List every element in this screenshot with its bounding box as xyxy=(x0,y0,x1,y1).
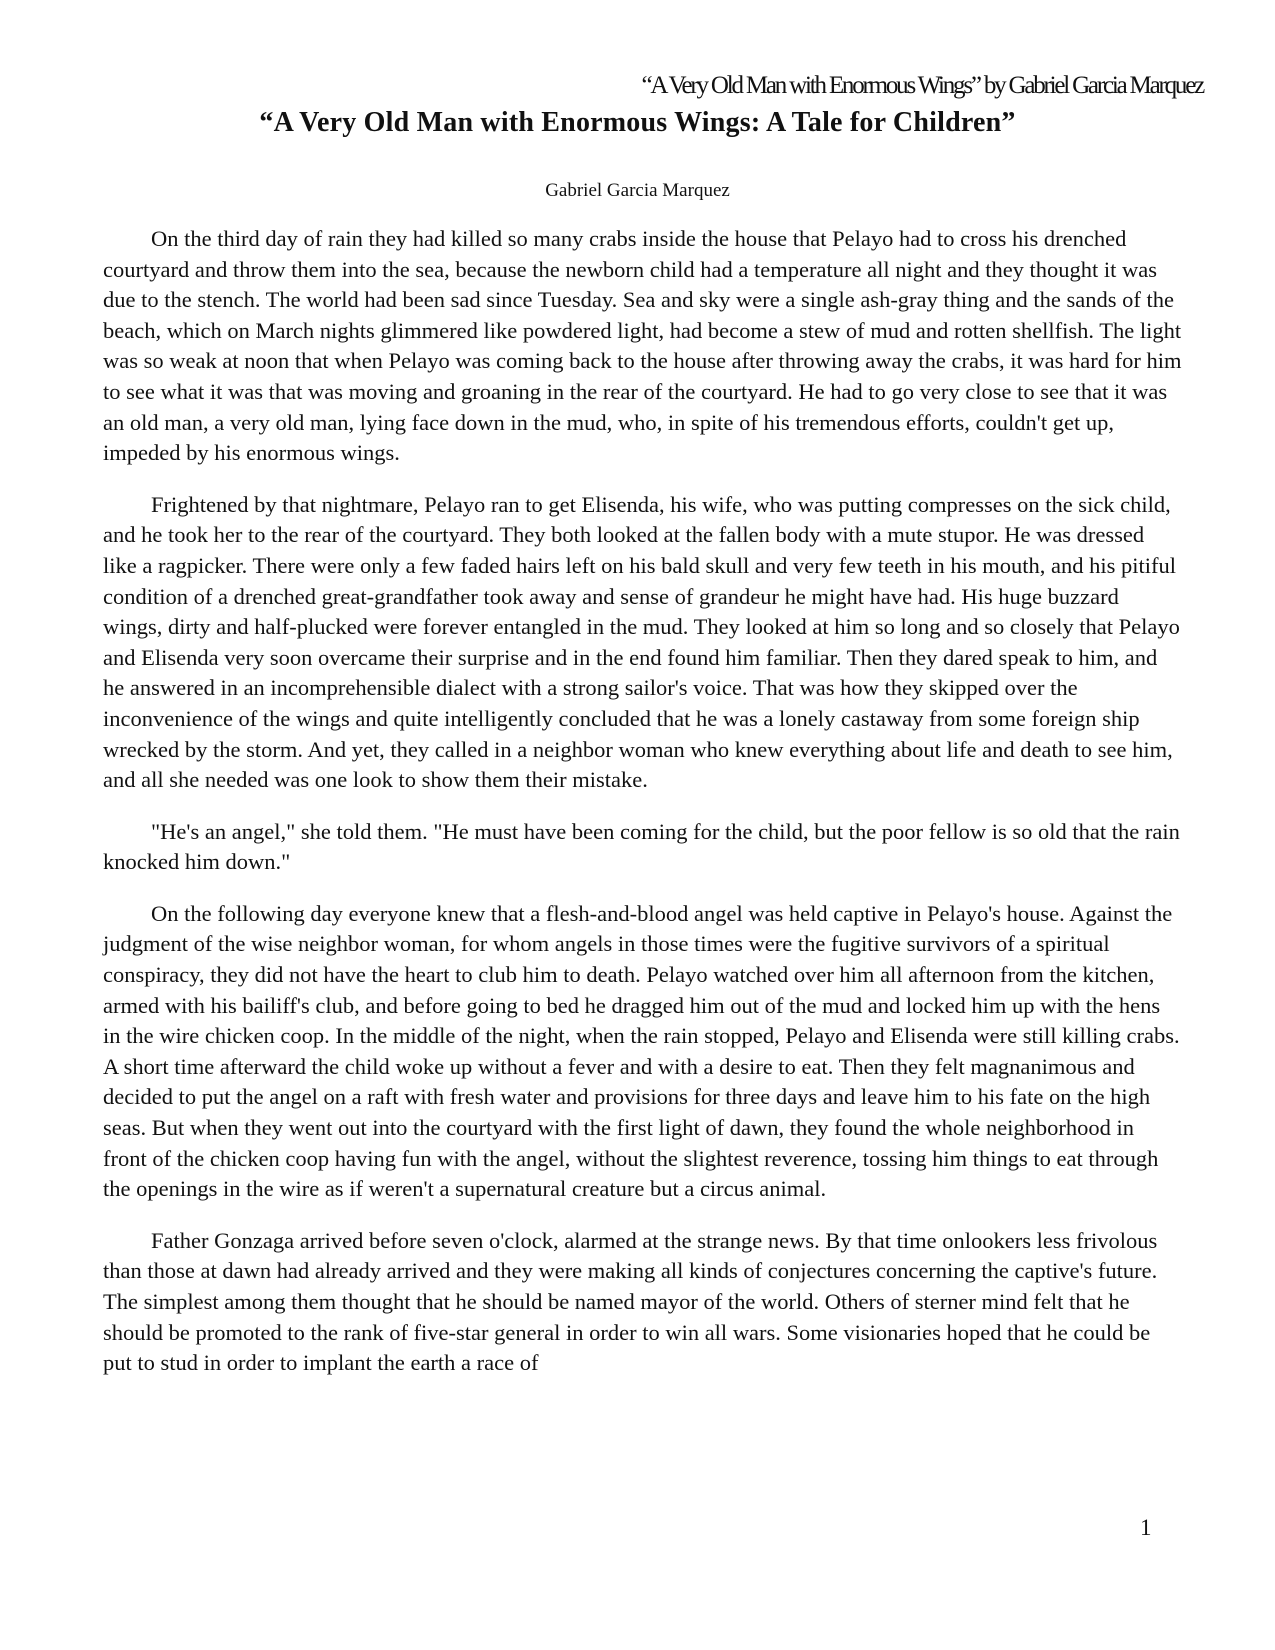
paragraph-2: Frightened by that nightmare, Pelayo ran to get Elisenda, his wife, who was putting compresses on the sick child, and he took her to the rear of the courtyard. They both looked at the fallen body with a mute stupor. He was dressed like a ragpicker. There were only a few faded hairs left on his bald skull and very few teeth in his mouth, and his pitiful condition of a drenched great-grandfather took away and sense of grandeur he might have had. His huge buzzard wings, dirty and half-plucked were forever entangled in the mud. They looked at him so long and so closely that Pelayo and Elisenda very soon overcame their surprise and in the end found him familiar. Then they dared speak to him, and he answered in an incomprehensible dialect with a strong sailor's voice. That was how they skipped over the inconvenience of the wings and quite intelligently concluded that he was a lonely castaway from some foreign ship wrecked by the storm. And yet, they called in a neighbor woman who knew everything about life and death to see him, and all she needed was one look to show them their mistake. xyxy=(103,491,1180,793)
page-number: 1 xyxy=(1140,1515,1152,1540)
paragraph-3: "He's an angel," she told them. "He must have been coming for the child, but the poor fellow is so old that the rain knocked him down." xyxy=(103,818,1180,875)
author-name: Gabriel Garcia Marquez xyxy=(545,180,730,201)
paragraph-5: Father Gonzaga arrived before seven o'clock, alarmed at the strange news. By that time onlookers less frivolous than those at dawn had already arrived and they were making all kinds of conjectures concerning the captive's future. The simplest among them thought that he should be named mayor of the world. Others of sterner mind felt that he should be promoted to the rank of five-star general in order to win all wars. Some visionaries hoped that he could be put to stud in order to implant the earth a race of xyxy=(103,1227,1158,1376)
running-header: “A Very Old Man with Enormous Wings” by Gabriel Garcia Marquez xyxy=(641,72,1203,99)
paragraph-1: On the third day of rain they had killed so many crabs inside the house that Pelayo had to cross his drenched courtyard and throw them into the sea, because the newborn child had a temperature all night and they thought it was due to the stench. The world had been sad since Tuesday. Sea and sky were a single ash-gray thing and the sands of the beach, which on March nights glimmered like powdered light, had become a stew of mud and rotten shellfish. The light was so weak at noon that when Pelayo was coming back to the house after throwing away the crabs, it was hard for him to see what it was that was moving and groaning in the rear of the courtyard. He had to go very close to see that it was an old man, a very old man, lying face down in the mud, who, in spite of his tremendous efforts, couldn't get up, impeded by his enormous wings. xyxy=(103,226,1182,466)
story-title: “A Very Old Man with Enormous Wings: A Tale for Children” xyxy=(259,107,1016,138)
story-body xyxy=(103,224,1183,1400)
paragraph-4: On the following day everyone knew that a flesh-and-blood angel was held captive in Pelayo's house. Against the judgment of the wise neighbor woman, for whom angels in those times were the fugitive survivors of a spiritual conspiracy, they did not have the heart to club him to death. Pelayo watched over him all afternoon from the kitchen, armed with his bailiff's club, and before going to bed he dragged him out of the mud and locked him up with the hens in the wire chicken coop. In the middle of the night, when the rain stopped, Pelayo and Elisenda were still killing crabs. A short time afterward the child woke up without a fever and with a desire to eat. Then they felt magnanimous and decided to put the angel on a raft with fresh water and provisions for three days and leave him to his fate on the high seas. But when they went out into the courtyard with the first light of dawn, they found the whole neighborhood in front of the chicken coop having fun with the angel, without the slightest reverence, tossing him things to eat through the openings in the wire as if weren't a supernatural creature but a circus animal. xyxy=(103,900,1180,1202)
